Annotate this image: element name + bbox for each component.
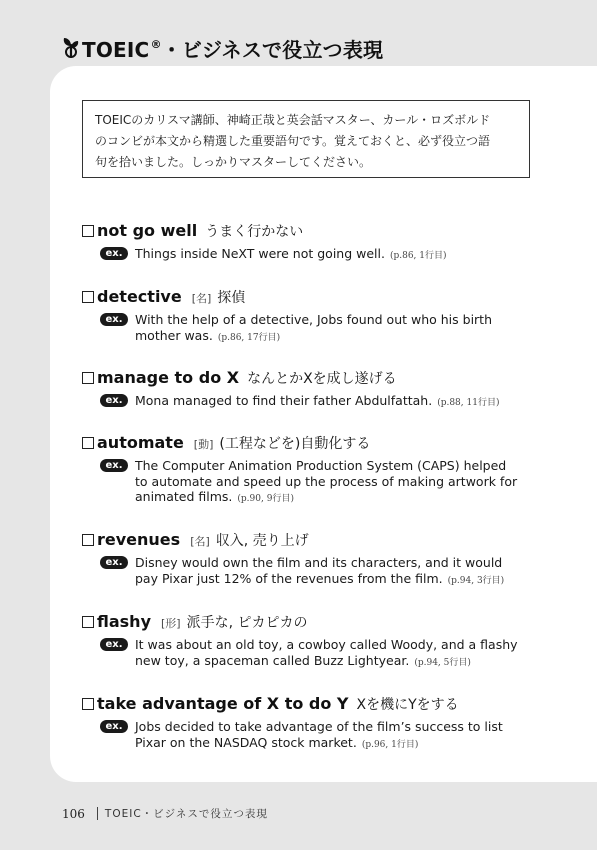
footer-section-title: TOEIC・ビジネスで役立つ表現 <box>104 808 268 820</box>
vocab-meaning: (工程などを)自動化する <box>219 436 371 452</box>
vocab-meaning: Xを機にYをする <box>356 697 459 713</box>
example-badge: ex. <box>100 720 128 733</box>
title-rest: ・ビジネスで役立つ表現 <box>161 38 384 62</box>
vocab-entry <box>82 530 552 589</box>
intro-box <box>82 100 530 178</box>
example-line: Pixar on the NASDAQ stock market. <box>135 734 357 750</box>
example-line: new toy, a spaceman called Buzz Lightyear. <box>135 652 410 668</box>
page-reference: (p.94, 5行目) <box>414 657 471 668</box>
vocab-meaning: 派手な, ピカピカの <box>186 615 308 631</box>
vocab-term: take advantage of X to do Y <box>97 694 349 713</box>
checkbox-icon[interactable] <box>82 534 94 546</box>
vocab-term: revenues <box>97 530 181 549</box>
part-of-speech: [名] <box>190 535 210 548</box>
page-reference: (p.96, 1行目) <box>361 739 419 750</box>
checkbox-icon[interactable] <box>82 291 94 303</box>
vocab-entry <box>82 368 552 412</box>
example-text <box>135 393 540 412</box>
vocab-entry <box>82 694 552 753</box>
example-text <box>135 555 540 589</box>
footer-divider <box>97 807 98 820</box>
registered-mark: ® <box>150 38 162 51</box>
example-line: Things inside NeXT were not going well. <box>135 246 385 261</box>
vocab-entry <box>82 433 552 508</box>
vocab-meaning: うまく行かない <box>205 224 304 240</box>
sprout-icon <box>62 36 80 58</box>
checkbox-icon[interactable] <box>82 698 94 710</box>
intro-line: 句を拾いました。しっかりマスターしてください。 <box>95 155 372 169</box>
vocab-meaning: なんとかXを成し遂げる <box>247 371 397 387</box>
example-line: It was about an old toy, a cowboy called Woody, and a flashy <box>135 637 518 652</box>
page-reference: (p.94, 3行目) <box>447 575 505 586</box>
checkbox-icon[interactable] <box>82 372 94 384</box>
part-of-speech: [動] <box>193 438 214 451</box>
example-text <box>135 719 540 753</box>
vocab-term: automate <box>97 433 184 452</box>
page-title <box>82 34 383 63</box>
example-line: mother was. <box>135 327 213 343</box>
part-of-speech: [形] <box>161 617 181 630</box>
example-line: Jobs decided to take advantage of the film’s success to list <box>135 719 503 734</box>
example-badge: ex. <box>100 394 128 407</box>
example-badge: ex. <box>100 247 128 260</box>
example-line: Disney would own the film and its characters, and it would <box>135 555 503 570</box>
intro-line: のコンビが本文から精選した重要語句です。覚えておくと、必ず役立つ語 <box>95 134 491 148</box>
example-text <box>135 637 540 671</box>
page-number: 106 <box>62 806 85 821</box>
example-text <box>135 458 540 508</box>
checkbox-icon[interactable] <box>82 616 94 628</box>
part-of-speech: [名] <box>191 292 212 305</box>
page-footer <box>62 806 268 821</box>
vocab-entry <box>82 221 552 265</box>
example-text <box>135 246 540 265</box>
page-reference: (p.88, 11行目) <box>437 398 500 408</box>
vocab-entry <box>82 612 552 671</box>
example-badge: ex. <box>100 313 128 326</box>
vocab-entry <box>82 287 552 346</box>
vocab-meaning: 探偵 <box>217 290 246 306</box>
page-reference: (p.90, 9行目) <box>237 494 294 504</box>
page-reference: (p.86, 1行目) <box>389 251 447 261</box>
vocab-term: manage to do X <box>97 368 240 387</box>
example-line: to automate and speed up the process of making artwork for <box>135 473 518 489</box>
checkbox-icon[interactable] <box>82 437 94 449</box>
checkbox-icon[interactable] <box>82 225 94 237</box>
example-text <box>135 312 540 346</box>
example-badge: ex. <box>100 638 128 651</box>
page-reference: (p.86, 17行目) <box>217 332 281 343</box>
example-line: With the help of a detective, Jobs found out who his birth <box>135 312 493 327</box>
example-badge: ex. <box>100 556 128 569</box>
vocab-term: detective <box>97 287 182 306</box>
example-line: The Computer Animation Production System (CAPS) helped <box>135 458 507 473</box>
example-badge: ex. <box>100 459 128 472</box>
vocab-term: flashy <box>97 612 151 631</box>
page-header <box>0 0 597 66</box>
example-line: Mona managed to find their father Abdulfattah. <box>135 393 433 408</box>
example-line: pay Pixar just 12% of the revenues from the film. <box>135 570 443 586</box>
intro-line: TOEICのカリスマ講師、神崎正哉と英会話マスター、カール・ロズボルド <box>95 113 491 127</box>
vocab-meaning: 収入, 売り上げ <box>215 533 309 549</box>
vocab-term: not go well <box>97 221 198 240</box>
title-main: TOEIC <box>82 38 150 62</box>
example-line: animated films. <box>135 489 233 504</box>
